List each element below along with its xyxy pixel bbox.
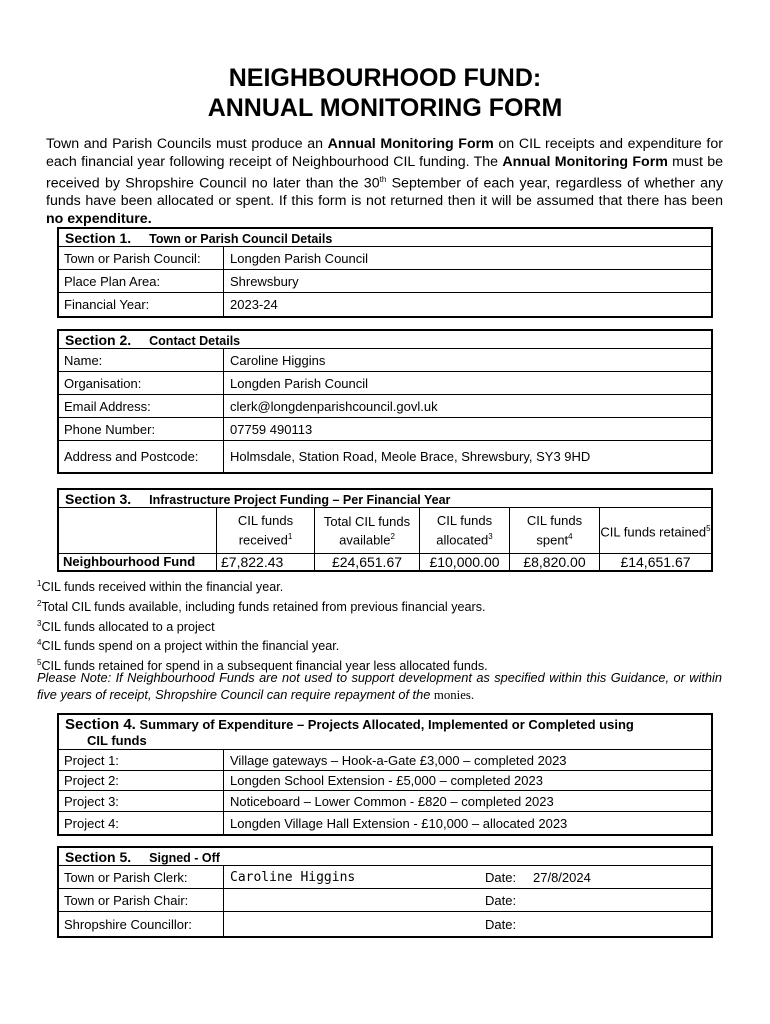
intro-paragraph xyxy=(46,136,723,228)
intro-text: on CIL receipts and expenditure for each financial year following receipt of Neighbourhood CIL funding. The xyxy=(46,136,723,170)
row-label: Neighbourhood Fund xyxy=(59,553,217,570)
column-header: CIL funds received$^1$ xyxy=(217,508,315,553)
row-label: Project 2: xyxy=(59,771,224,790)
date-label: Date: xyxy=(485,916,517,932)
date-label: Date: xyxy=(485,869,517,885)
cil-retained-value[interactable]: £14,651.67 xyxy=(600,553,712,570)
row-label: Project 3: xyxy=(59,791,224,811)
project-1-field[interactable]: Village gateways – Hook-a-Gate £3,000 – completed 2023 xyxy=(230,752,567,768)
section-number: Section 3. xyxy=(65,491,132,507)
project-3-field[interactable]: Noticeboard – Lower Common - £820 – completed 2023 xyxy=(230,793,554,809)
intro-bold: Annual Monitoring Form xyxy=(502,153,668,170)
section-1 xyxy=(57,227,713,318)
section-title-cont: CIL funds xyxy=(87,733,147,748)
section-number: Section 4. xyxy=(65,716,136,733)
footnote: $^2$Total CIL funds available, including funds retained from previous financial years. xyxy=(37,598,486,614)
table-row xyxy=(59,791,711,812)
section-2-header xyxy=(59,331,711,349)
intro-text: September of each year, regardless of whether any funds have been allocated or spent. If this form is not returned then it will be assumed that there has been xyxy=(46,175,723,210)
row-label: Email Address: xyxy=(59,395,224,417)
clerk-signature: Caroline Higgins xyxy=(230,869,356,885)
cil-spent-value[interactable]: £8,820.00 xyxy=(510,553,600,570)
email-field[interactable]: clerk@longdenparishcouncil.govl.uk xyxy=(230,398,438,414)
row-label: Address and Postcode: xyxy=(59,441,224,472)
table-row xyxy=(59,293,711,316)
financial-year-field[interactable]: 2023-24 xyxy=(230,297,278,312)
section-number: Section 2. xyxy=(65,332,132,348)
section-title: Infrastructure Project Funding – Per Financial Year xyxy=(149,493,451,507)
intro-text: Town and Parish Councils must produce an xyxy=(46,136,328,152)
table-row xyxy=(59,866,711,889)
row-label: Place Plan Area: xyxy=(59,270,224,292)
column-header: CIL funds allocated$^3$ xyxy=(420,508,510,553)
section-title: Signed - Off xyxy=(149,851,220,865)
table-row xyxy=(59,349,711,372)
table-row xyxy=(59,418,711,441)
section-2 xyxy=(57,329,713,474)
section-4 xyxy=(57,713,713,836)
row-label: Shropshire Councillor: xyxy=(59,912,224,936)
footnote: $^5$CIL funds retained for spend in a subsequent financial year less allocated funds. xyxy=(37,658,488,674)
section-title: Summary of Expenditure – Projects Allocated, Implemented or Completed using xyxy=(139,717,634,732)
section-5-header xyxy=(59,848,711,866)
section-3-header xyxy=(59,490,711,508)
row-label: Town or Parish Council: xyxy=(59,247,224,269)
please-note xyxy=(37,669,722,704)
table-row xyxy=(59,889,711,912)
table-row xyxy=(59,395,711,418)
empty-cell xyxy=(59,508,217,553)
intro-text: must be received by Shropshire Council no later than the 30 xyxy=(46,153,723,192)
table-row xyxy=(59,912,711,936)
row-label: Name: xyxy=(59,349,224,371)
section-3 xyxy=(57,488,713,572)
please-note-text: Please Note: If Neighbourhood Funds are not used to support development as specified within this Guidance, or within five years of receipt, Shropshire Council can require repayment of the xyxy=(37,670,722,702)
row-label: Financial Year: xyxy=(59,293,224,316)
table-row xyxy=(59,441,711,472)
council-field[interactable]: Longden Parish Council xyxy=(230,250,369,266)
row-label: Organisation: xyxy=(59,372,224,394)
table-row xyxy=(59,372,711,395)
table-header-row xyxy=(59,508,711,553)
column-header: CIL funds retained$^5$ xyxy=(600,508,712,553)
row-label: Project 4: xyxy=(59,812,224,834)
footnote: $^4$CIL funds spend on a project within the financial year. xyxy=(37,638,340,654)
row-label: Phone Number: xyxy=(59,418,224,440)
intro-bold: Annual Monitoring Form xyxy=(327,136,494,152)
cil-received-value[interactable]: £7,822.43 xyxy=(217,553,315,570)
funding-table xyxy=(59,508,711,570)
table-row xyxy=(59,771,711,791)
section-number: Section 5. xyxy=(65,849,132,865)
form-title-line1: NEIGHBOURHOOD FUND: xyxy=(228,64,542,92)
footnote: $^1$CIL funds received within the financial year. xyxy=(37,579,284,595)
section-5 xyxy=(57,846,713,938)
row-label: Project 1: xyxy=(59,750,224,770)
form-title-line2: ANNUAL MONITORING FORM xyxy=(207,94,563,122)
footnote: $^3$CIL funds allocated to a project xyxy=(37,618,215,634)
cil-available-value[interactable]: £24,651.67 xyxy=(315,553,420,570)
project-4-field[interactable]: Longden Village Hall Extension - £10,000 – allocated 2023 xyxy=(230,815,568,831)
footnotes xyxy=(37,576,488,675)
row-label: Town or Parish Chair: xyxy=(59,889,224,911)
section-1-header xyxy=(59,229,711,247)
table-row xyxy=(59,812,711,834)
table-row xyxy=(59,553,711,570)
intro-sup: th xyxy=(379,175,387,184)
councillor-signature-cell[interactable] xyxy=(224,912,711,936)
project-2-field[interactable]: Longden School Extension - £5,000 – completed 2023 xyxy=(230,773,543,788)
table-row xyxy=(59,247,711,270)
section-4-header xyxy=(59,715,711,750)
section-title: Contact Details xyxy=(149,334,241,348)
clerk-date[interactable]: 27/8/2024 xyxy=(533,869,591,885)
name-field[interactable]: Caroline Higgins xyxy=(230,352,326,368)
row-label: Town or Parish Clerk: xyxy=(59,866,224,888)
table-row xyxy=(59,270,711,293)
intro-bold: no expenditure. xyxy=(46,210,152,227)
date-label: Date: xyxy=(485,892,517,908)
cil-allocated-value[interactable]: £10,000.00 xyxy=(420,553,510,570)
section-title: Town or Parish Council Details xyxy=(149,232,333,246)
table-row xyxy=(59,750,711,771)
organisation-field[interactable]: Longden Parish Council xyxy=(230,375,369,391)
address-field[interactable]: Holmsdale, Station Road, Meole Brace, Shrewsbury, SY3 9HD xyxy=(230,449,591,464)
chair-signature-cell[interactable] xyxy=(224,889,711,911)
column-header: Total CIL funds available$^2$ xyxy=(315,508,420,553)
phone-field[interactable]: 07759 490113 xyxy=(230,421,313,437)
please-note-end: monies. xyxy=(433,688,475,702)
column-header: CIL funds spent$^4$ xyxy=(510,508,600,553)
section-number: Section 1. xyxy=(65,230,132,246)
clerk-signature-cell[interactable] xyxy=(224,866,711,888)
place-plan-field[interactable]: Shrewsbury xyxy=(230,273,299,289)
